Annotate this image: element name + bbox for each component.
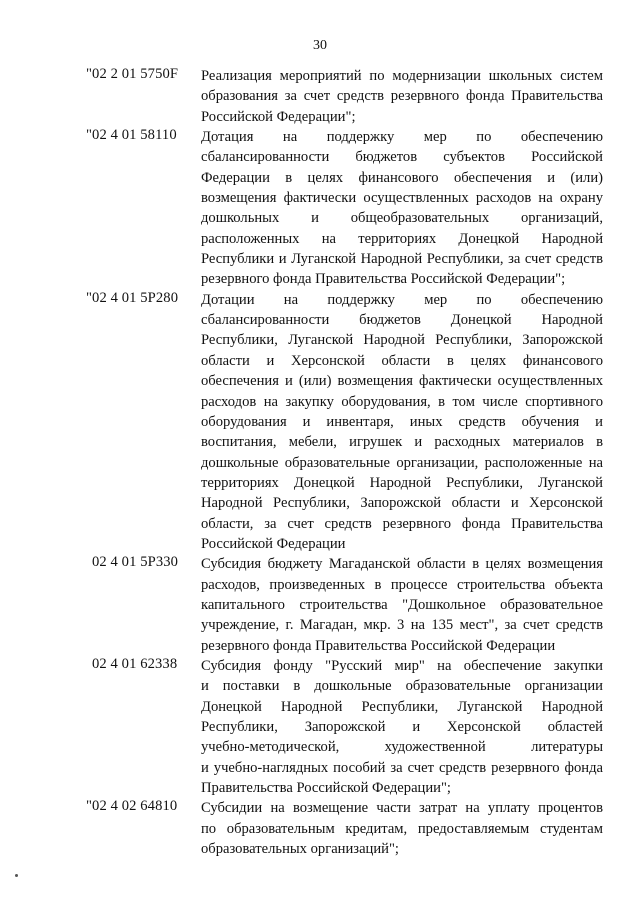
- page-number: 30: [313, 38, 327, 53]
- entry-code: "02 2 01 5750F: [86, 66, 179, 82]
- entry-0225750F: [0, 66, 640, 127]
- entry-description: [201, 127, 603, 290]
- entry-024015P330: [0, 554, 640, 656]
- entry-code: "02 4 02 64810: [86, 798, 178, 815]
- description-line: Народной Республики, Запорожской области и Херсонской: [201, 495, 603, 512]
- scan-speck: [15, 874, 18, 877]
- description-line: оборудования и инвентаря, иных средств обучения и: [201, 413, 603, 430]
- description-line: воспитания, мебели, игрушек и расходных материалов в: [201, 434, 603, 451]
- description-line: Российской Федерации";: [201, 108, 356, 125]
- description-line: и поставки в дошкольные образовательные организации: [201, 678, 603, 695]
- description-line: Субсидия фонду "Русский мир" на обеспечение закупки: [201, 657, 603, 674]
- description-line: Правительства Российской Федерации";: [201, 780, 451, 797]
- entry-description: [201, 554, 603, 656]
- entry-02401558110: [0, 127, 640, 290]
- entry-code: "02 4 01 58110: [86, 127, 177, 144]
- description-line: Реализация мероприятий по модернизации школьных систем: [201, 68, 603, 84]
- description-line: Республики, Запорожской и Херсонской областей: [201, 719, 603, 735]
- description-line: Дотации на поддержку мер по обеспечению: [201, 291, 603, 308]
- entry-description: [201, 656, 603, 798]
- description-line: резервного фонда Правительства Российской Федерации: [201, 637, 556, 654]
- description-line: территориях Донецкой Народной Республики, Луганской: [201, 474, 603, 491]
- entry-code: "02 4 01 5P280: [86, 289, 179, 306]
- description-line: капитального строительства "Дошкольное образовательное: [201, 596, 603, 613]
- entry-code: 02 4 01 5P330: [92, 554, 179, 571]
- description-line: Субсидия бюджету Магаданской области в целях возмещения: [201, 556, 603, 573]
- description-line: сбалансированности бюджетов субъектов Российской: [201, 149, 603, 166]
- description-line: и учебно-наглядных пособий за счет средств резервного фонда: [201, 759, 603, 776]
- budget-codes-list: [0, 66, 640, 859]
- description-line: Республики, Луганской Народной Республики, Запорожской: [201, 332, 603, 349]
- entry-description: [201, 798, 603, 859]
- description-line: области и Херсонской области в целях финансового: [201, 352, 603, 369]
- description-line: резервного фонда Правительства Российской Федерации";: [201, 271, 566, 288]
- entry-description: [201, 290, 603, 554]
- description-line: учреждение, г. Магадан, мкр. 3 на 135 мест", за счет средств: [201, 617, 603, 634]
- entry-code: 02 4 01 62338: [92, 655, 178, 672]
- description-line: дошкольные образовательные организации, расположенные на: [201, 454, 603, 471]
- description-line: Российской Федерации: [201, 535, 346, 552]
- description-line: Субсидии на возмещение части затрат на уплату процентов: [201, 800, 603, 817]
- description-line: Федерации в целях финансового обеспечения и (или): [201, 169, 603, 186]
- description-line: дошкольных и общеобразовательных организаций,: [201, 210, 603, 227]
- description-line: по образовательным кредитам, предоставляемым студентам: [201, 820, 603, 837]
- description-line: возмещения фактически осуществленных расходов на охрану: [201, 190, 603, 207]
- entry-024015P280: [0, 290, 640, 554]
- description-line: расположенных на территориях Донецкой Народной: [201, 230, 603, 247]
- description-line: Республики и Луганской Народной Республики, за счет средств: [201, 251, 603, 268]
- description-line: обеспечения и (или) возмещения фактически осуществленных: [201, 373, 603, 390]
- description-line: Донецкой Народной Республики, Луганской Народной: [201, 698, 603, 715]
- entry-0240162338: [0, 656, 640, 798]
- description-line: сбалансированности бюджетов Донецкой Народной: [201, 312, 603, 329]
- description-line: расходов на закупку оборудования, в том числе спортивного: [201, 393, 603, 410]
- description-line: образования за счет средств резервного фонда Правительства: [201, 88, 603, 105]
- description-line: Дотация на поддержку мер по обеспечению: [201, 129, 603, 146]
- description-line: области, за счет средств резервного фонда Правительства: [201, 515, 603, 532]
- description-line: учебно-методической, художественной литературы: [201, 739, 603, 756]
- entry-0240264810: [0, 798, 640, 859]
- description-line: образовательных организаций";: [201, 841, 399, 858]
- description-line: расходов, произведенных в процессе строительства объекта: [201, 576, 603, 593]
- entry-description: [201, 66, 603, 127]
